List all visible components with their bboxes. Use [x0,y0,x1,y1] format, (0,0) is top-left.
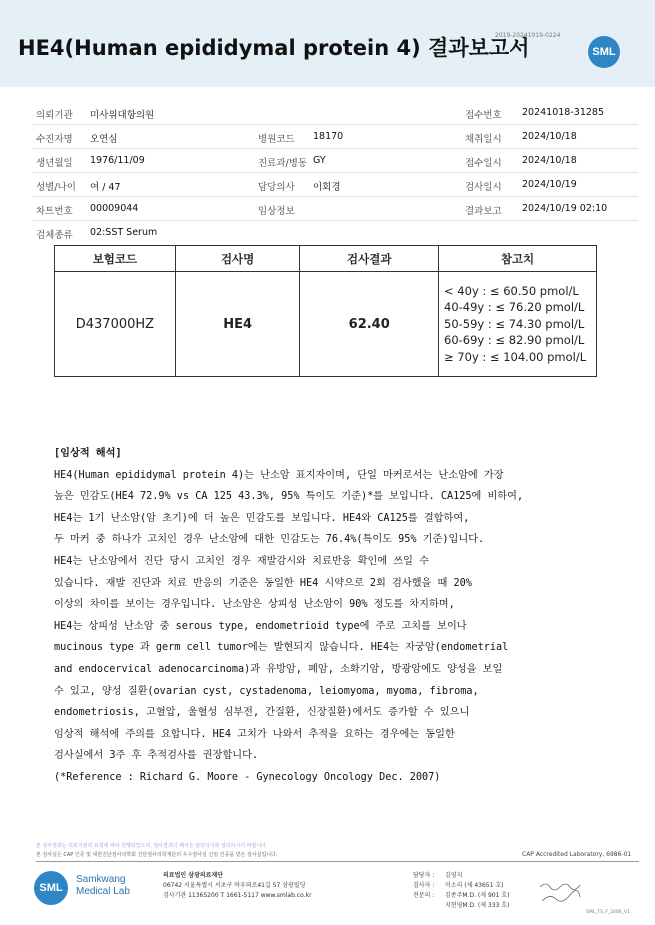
specimen-label: 검체종류 [36,230,73,241]
sex-age-label: 성별/나이 [36,182,76,193]
dob-value: 1976/11/09 [90,155,145,166]
info-row-specimen [32,220,638,244]
clinical-line: HE4는 1기 난소암(암 초기)에 더 높은 민감도를 보입니다. HE4와 CA125를 결합하여, [54,512,470,524]
clinical-line: HE4(Human epididymal protein 4)는 난소암 표지자이며, 단일 마커로서는 난소암에 가장 [54,469,504,481]
staff-row: 전문의 : 김종주M.D. (제 901 호) [413,892,510,899]
table-row [55,272,597,377]
clinical-line: mucinous type 과 germ cell tumor에는 발현되지 않습니다. HE4는 자궁암(endometrial [54,642,509,654]
cap-accreditation: CAP Accredited Laboratory, 6986-01 [522,851,632,858]
report-date-value: 2024/10/19 02:10 [522,203,608,214]
collect-date-label: 채취일시 [465,134,502,145]
staff-row: 담당자 : 김영지 [413,872,463,879]
clinical-interpretation [54,443,614,789]
test-date-label: 검사일시 [465,182,502,193]
dept-value: GY [313,155,326,166]
info-row-dob [32,148,638,173]
ward-code-value: 18170 [313,131,344,142]
clinical-line: 이상의 차이를 보이는 경우입니다. 난소암은 상피성 난소암이 90% 정도를 차지하며, [54,599,455,611]
institution-label: 의뢰기관 [36,110,73,121]
reference-cell [439,272,597,377]
samkwang-logo-icon: SML [34,871,68,905]
reference-line: ≥ 70y : ≤ 104.00 pmol/L [444,349,587,364]
clinical-heading: [임상적 해석] [54,448,122,459]
doctor-value: 이회경 [313,182,341,193]
clinical-line: and endocervical adenocarcinoma)과 유방암, 폐암, 소화기암, 방광암에도 양성을 보일 [54,663,503,675]
reference-line: < 40y : ≤ 60.50 pmol/L [444,283,579,298]
document-id: 2019-20241019-0224 [495,32,561,39]
report-date-label: 결과보고 [465,206,502,217]
results-header-row [55,246,597,272]
address-line: 06742 서울특별시 서초구 바우뫼로41길 57 삼광빌딩 [163,882,306,889]
name-value: 오연심 [90,134,118,145]
sml-logo-icon: SML [588,36,620,68]
report-header [0,0,655,87]
clinical-line: 있습니다. 재발 진단과 치료 반응의 기준은 동일한 HE4 시약으로 2회 검사했을 때 20% [54,577,472,589]
org-name: 의료법인 삼광의료재단 [163,872,224,879]
signature-image [538,879,582,907]
clinical-line: endometriosis, 고혈압, 울혈성 심부전, 간질환, 신장질환)에서도 증가할 수 있으니 [54,707,470,719]
ward-code-label: 병원코드 [258,134,295,145]
footer-note-2: 본 검사실은 CAP 인증 및 대한진단검사의학회 진단검사의학재단의 우수검사실 신임 인증을 받은 검사실입니다. [36,852,278,858]
clinical-line: HE4는 난소암에서 진단 당시 고치인 경우 재발감시와 치료반응 확인에 쓰일 수 [54,555,429,567]
receipt-no-label: 접수번호 [465,110,502,121]
brand-line-1: Samkwang [76,874,126,885]
clinical-info-label: 임상정보 [258,206,295,217]
test-date-value: 2024/10/19 [522,179,577,190]
header-reference: 참고치 [439,246,597,272]
receipt-no-value: 20241018-31285 [522,107,605,118]
reference-line: 40-49y : ≤ 76.20 pmol/L [444,300,585,315]
info-row-chart [32,196,638,221]
clinical-line: 임상적 해석에 주의를 요합니다. HE4 고치가 나와서 추적을 요하는 경우에는 동일한 [54,728,455,740]
form-code: SML_TS_F_2406_V1 [586,910,630,915]
dob-label: 생년월일 [36,158,73,169]
dept-label: 진료과/병동 [258,158,308,169]
specimen-value: 02:SST Serum [90,227,158,238]
insurance-code-cell: D437000HZ [55,272,176,377]
info-row-institution [32,100,638,125]
clinical-line: 높은 민감도(HE4 72.9% vs CA 125 43.3%, 95% 특이도 기준)*를 보입니다. CA125에 비하여, [54,491,524,503]
institution-value: 미사위대항의원 [90,110,155,121]
sex-age-value: 여 / 47 [90,182,121,193]
staff-row: 검사자 : 이소리 (제 43651 호) [413,882,504,889]
footer-note-1: 본 검사결과는 의뢰기관의 요청에 따라 진행되었으며, 검사결과의 해석은 담당의사와 상의하시기 바랍니다. [36,843,268,849]
contact-line: 검사기관 11365200 T 1661-5117 www.smlab.co.kr [163,892,312,899]
clinical-line: HE4는 상피성 난소암 중 serous type, endometrioid type에 주로 고치를 보이나 [54,620,467,632]
info-row-name [32,124,638,149]
info-row-sex-age [32,172,638,197]
results-table [54,245,597,377]
header-test-result: 검사결과 [300,246,439,272]
collect-date-value: 2024/10/18 [522,131,577,142]
header-test-name: 검사명 [175,246,300,272]
footer-address [163,871,312,901]
chart-no-label: 차트번호 [36,206,73,217]
clinical-line: 두 마커 중 하나가 고치인 경우 난소암에 대한 민감도는 76.4%(특이도 95% 기준)입니다. [54,534,485,546]
receipt-date-value: 2024/10/18 [522,155,577,166]
staff-row: 지현영M.D. (제 333 호) [445,902,510,909]
report-title: HE4(Human epididymal protein 4) 결과보고서 [18,36,530,60]
doctor-label: 담당의사 [258,182,295,193]
clinical-line: 수 있고, 양성 질환(ovarian cyst, cystadenoma, leiomyoma, myoma, fibroma, [54,685,479,697]
reference-line: 60-69y : ≤ 82.90 pmol/L [444,333,585,348]
receipt-date-label: 접수일시 [465,158,502,169]
brand-name [76,874,130,898]
name-label: 수진자명 [36,134,73,145]
staff-list [413,871,509,911]
header-insurance-code: 보험코드 [55,246,176,272]
reference-line: 50-59y : ≤ 74.30 pmol/L [444,316,585,331]
test-name-cell: HE4 [175,272,300,377]
chart-no-value: 00009044 [90,203,139,214]
brand-line-2: Medical Lab [76,886,130,897]
footer-divider [36,861,639,862]
clinical-line: 검사실에서 3주 후 추적검사를 권장합니다. [54,750,259,762]
test-result-cell: 62.40 [300,272,439,377]
clinical-line: (*Reference : Richard G. Moore - Gynecology Oncology Dec. 2007) [54,771,441,783]
